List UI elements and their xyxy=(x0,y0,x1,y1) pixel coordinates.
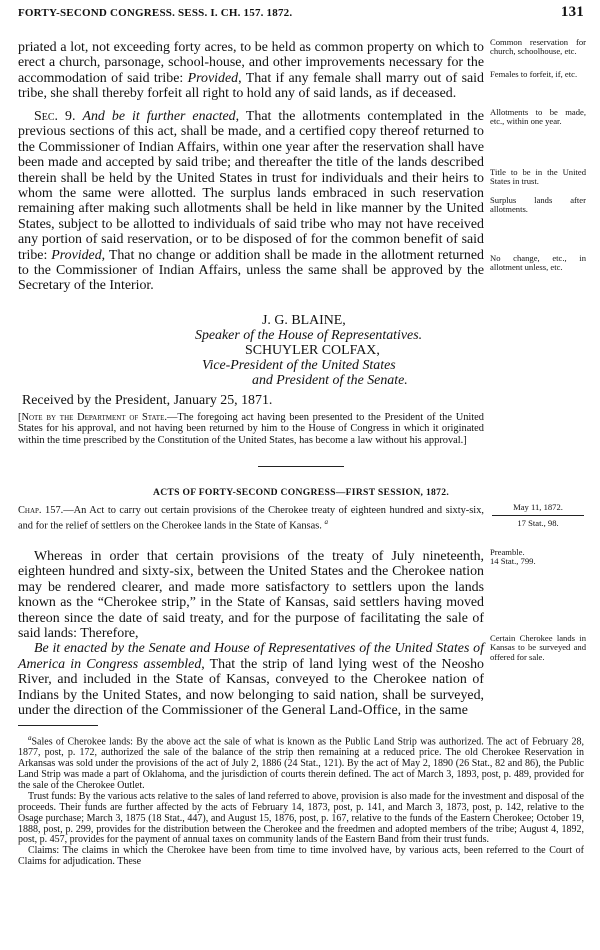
preamble-text: Whereas in order that certain provisions of the treaty of July nineteenth, eighteen hundred and sixty-six, between the United States and the Cherokee nation may be rendered clearer, and made more satisfactory to settlers upon the lands known as the “Cherokee strip,” in the State of Kansas, said settlers having moved thereon since the date of said treaty, and for the purpose of facilitating the sale of said lands: Therefore, Be it enacted by the Senate and House of Representatives of the United States of America in Congress assembled, That the strip of land lying west of the Neosho River, and included in the State of Kansas, conveyed to the Cherokee nation of Indians by the United States, and now belonging to said nation, shall be surveyed, under the direction of the Commissioner of the General Land-Office, in the same xyxy=(18,549,484,719)
section-label: Sec. 9. xyxy=(34,109,76,124)
proviso-emphasis: Provided xyxy=(187,70,239,86)
margin-note: No change, etc., in allotment unless, etc. xyxy=(490,253,586,273)
margin-note: Preamble. 14 Stat., 799. xyxy=(490,547,536,567)
chapter-title: Chap. 157.—An Act to carry out certain provisions of the Cherokee treaty of eighteen hundred and sixty-six, and for the relief of settlers on the Cherokee lands in the State of Kansas. $^a$ xyxy=(18,505,484,531)
section-8-text: priated a lot, not exceeding forty acres, to be held as common property on which to erect a church, parsonage, school-house, and other improvements necessary for the accommodation of said tribe: Provided, That if any female shall marry out of said tribe, she shall thereby forfeit all right to hold any of said lands, as if deceased. xyxy=(18,40,484,102)
margin-note: Common reservation for church, schoolhouse, etc. xyxy=(490,37,586,57)
signature-blaine: J. G. BLAINE, xyxy=(262,313,346,328)
signature-colfax-title: and President of the Senate. xyxy=(252,373,408,388)
margin-citation: 17 Stat., 98. xyxy=(517,518,559,528)
received-line: Received by the President, January 25, 1871. xyxy=(22,393,273,408)
footnotes: $^a$Sales of Cherokee lands: By the above act the sale of what is known as the Public Land Strip was authorized. The act of February 28, 1877, post, p. 172, authorized the sale of the balance of the strip then remaining at a reduced price. The old Cherokee Reservation in Arkansas was sold under the provisions of the act of July 2, 1886 (24 Stat., 121). By the act of May 2, 1890 (26 Stat., 82 and 86), the Public Land Strip was made a part of Oklahoma, and the jurisdiction of courts therein defined. The act of March 3, 1893, post, p. 489, provided for the sale of the Cherokee Outlet. Trust funds: By the various acts relative to the sales of land referred to above, provision is also made for the investment and disposal of the proceeds. Their funds are further affected by the acts of February 14, 1873, post, p. 141, and March 3, 1873, post, p. 142, relative to the Osage purchase; March 3, 1875 (18 Stat., 447), and August 15, 1876, post, p. 167, relative to the funds of the Eastern Cherokee; October 19, 1888, post, p. 299, provides for the distribution between the Cherokee and the freedmen and adopted members of the tribe; August 4, 1892, post, p. 457, provides for the payment of annual taxes on community lands of the Eastern Band from their trust funds. Claims: The claims in which the Cherokee have been from time to time involved have, by various acts, been referred to the Court of Claims for adjudication. These xyxy=(18,734,584,868)
margin-date: May 11, 1872. xyxy=(513,502,563,512)
footnote-text: Sales of Cherokee lands: By the above act the sale of what is known as the Public Land Strip was authorized. The act of February 28, 1877, post, p. 172, authorized the sale of the balance of the strip then remaining at a reduced price. The old Cherokee Reservation in Arkansas was sold under the provisions of the act of July 2, 1886 (24 Stat., 121). By the act of May 2, 1890 (26 Stat., 82 and 86), the Public Land Strip was made a part of Oklahoma, and the jurisdiction of courts therein defined. The act of March 3, 1893, post, p. 489, provided for the sale of the Cherokee Outlet. xyxy=(18,736,584,791)
margin-note: Allotments to be made, etc., within one year. xyxy=(490,107,586,127)
running-header xyxy=(18,4,584,24)
margin-note: Surplus lands after allotments. xyxy=(490,195,586,215)
margin-note: Title to be in the United States in trust. xyxy=(490,167,586,187)
margin-note: Females to forfeit, if, etc. xyxy=(490,69,578,79)
signature-blaine-title: Speaker of the House of Representatives. xyxy=(195,328,423,343)
header-title: FORTY-SECOND CONGRESS. SESS. I. CH. 157. 1872. xyxy=(18,7,293,19)
margin-divider xyxy=(492,515,584,516)
state-department-note: [Note by the Department of State.—The foregoing act having been presented to the President of the United States for his approval, and not having been returned by him to the House of Congress in which it originated within the time prescribed by the Constitution of the United States, has become a law without his approval.] xyxy=(18,412,484,446)
footnote-text: Trust funds: By the various acts relative to the sales of land referred to above, provision is also made for the investment and disposal of the proceeds. Their funds are further affected by the acts of February 14, 1873, post, p. 141, and March 3, 1873, post, p. 142, relative to the Osage purchase; March 3, 1875 (18 Stat., 447), and August 15, 1876, post, p. 167, relative to the funds of the Eastern Cherokee; October 19, 1888, post, p. 299, provides for the distribution between the Cherokee and the freedmen and adopted members of the tribe; August 4, 1892, post, p. 457, provides for the payment of annual taxes on community lands of the Eastern Band from their trust funds. xyxy=(18,790,584,846)
signature-colfax: SCHUYLER COLFAX, xyxy=(245,343,380,358)
page-number: 131 xyxy=(560,4,584,20)
signature-colfax-title: Vice-President of the United States xyxy=(202,358,396,373)
footnote-text: Claims: The claims in which the Cherokee have been from time to time involved have, by various acts, been referred to the Court of Claims for adjudication. These xyxy=(18,845,584,868)
footnote-mark: a xyxy=(324,517,328,526)
footnote-divider xyxy=(18,725,98,726)
margin-note: Certain Cherokee lands in Kansas to be surveyed and offered for sale. xyxy=(490,633,586,662)
acts-heading: ACTS OF FORTY-SECOND CONGRESS—FIRST SESSION, 1872. xyxy=(152,487,450,498)
section-divider xyxy=(258,466,344,467)
section-9-text: Sec. 9. And be it further enacted, That the allotments contemplated in the previous sections of this act, shall be made, and a certified copy thereof returned to the Commissioner of Indian Affairs, within one year after the reservation shall have been made and accepted by said tribe; and thereafter the title of the lands described therein shall be held by the United States in trust for individuals and their heirs to whom the same were allotted. The surplus lands embraced in such reservation remaining after making such allotments shall be held in like manner by the United States, subject to be allotted to individuals of said tribe who may not have received any portion of said reservation, or to be disposed of for the common benefit of said tribe: Provided, That no change or addition shall be made in the allotment returned to the Commissioner of Indian Affairs, unless the same shall be approved by the Secretary of the Interior. xyxy=(18,109,484,294)
